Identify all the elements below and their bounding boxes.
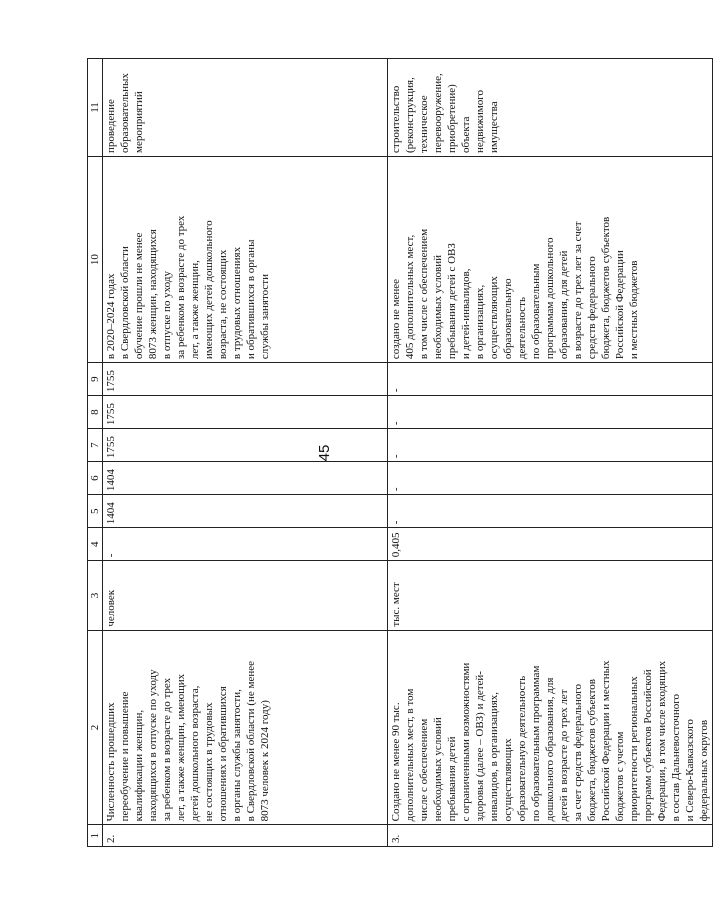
table-row <box>388 59 713 847</box>
row-number: 2. <box>103 825 388 847</box>
value-cell-6: 1404 <box>103 462 388 495</box>
value-cell-7: - <box>388 429 713 462</box>
type-cell: строительство (реконструкция, техническое перевооружение, приобретение) объекта недвижимого имущества <box>388 59 713 157</box>
header-cell-2: 2 <box>88 630 103 825</box>
page-number: 45 <box>316 444 333 462</box>
measures-table <box>87 58 713 847</box>
header-cell-7: 7 <box>88 429 103 462</box>
header-cell-11: 11 <box>88 59 103 157</box>
unit-cell: человек <box>103 561 388 630</box>
document-sheet <box>87 58 710 847</box>
value-cell-4: 0,405 <box>388 528 713 561</box>
indicator-cell: Создано не менее 90 тыс. дополнительных мест, в том числе с обеспечением необходимых условий пребывания детей с ограниченными возможностями здоровья (далее – ОВЗ) и детей- инвалидов, в организациях, осуществляющих образовательную деятельность по образовательным программам дошкольного образования, для детей в возрасте до трех лет за счет средств федерального бюджета, бюджетов субъектов Российской Федерации и местных бюджетов с учетом приоритетности региональных программ субъектов Российской Федерации, в том числе входящих в состав Дальневосточного и Северо-Кавказского федеральных округов <box>388 630 713 825</box>
value-cell-6: - <box>388 462 713 495</box>
header-cell-6: 6 <box>88 462 103 495</box>
result-cell: в 2020–2024 годах в Свердловской области обучение прошли не менее 8073 женщин, находящихся в отпуске по уходу за ребенком в возрасте до трех лет, а также женщин, имеющих детей дошкольного возраста, не состоящих в трудовых отношениях и обратившихся в органы службы занятости <box>103 157 388 363</box>
value-cell-5: - <box>388 495 713 528</box>
header-cell-9: 9 <box>88 363 103 396</box>
value-cell-8: 1755 <box>103 396 388 429</box>
header-cell-1: 1 <box>88 825 103 847</box>
result-cell: создано не менее 405 дополнительных мест, в том числе с обеспечением необходимых условий пребывания детей с ОВЗ и детей-инвалидов, в организациях, осуществляющих образовательную деятельность по образовательным программам дошкольного образования, для детей в возрасте до трех лет за счет средств федерального бюджета, бюджетов субъектов Российской Федерации и местных бюджетов <box>388 157 713 363</box>
unit-cell: тыс. мест <box>388 561 713 630</box>
type-cell: проведение образовательных мероприятий <box>103 59 388 157</box>
header-cell-8: 8 <box>88 396 103 429</box>
value-cell-5: 1404 <box>103 495 388 528</box>
header-cell-4: 4 <box>88 528 103 561</box>
table-header-row <box>88 59 103 847</box>
value-cell-8: - <box>388 396 713 429</box>
value-cell-9: - <box>388 363 713 396</box>
header-cell-10: 10 <box>88 157 103 363</box>
value-cell-4: - <box>103 528 388 561</box>
table-row <box>103 59 388 847</box>
value-cell-7: 1755 <box>103 429 388 462</box>
header-cell-3: 3 <box>88 561 103 630</box>
indicator-cell: Численность прошедших переобучение и повышение квалификации женщин, находящихся в отпуске по уходу за ребенком в возрасте до трех лет, а также женщин, имеющих детей дошкольного возраста, не состоящих в трудовых отношениях и обратившихся в органы службы занятости, в Свердловской области (не менее 8073 человек к 2024 году) <box>103 630 388 825</box>
row-number: 3. <box>388 825 713 847</box>
header-cell-5: 5 <box>88 495 103 528</box>
value-cell-9: 1755 <box>103 363 388 396</box>
